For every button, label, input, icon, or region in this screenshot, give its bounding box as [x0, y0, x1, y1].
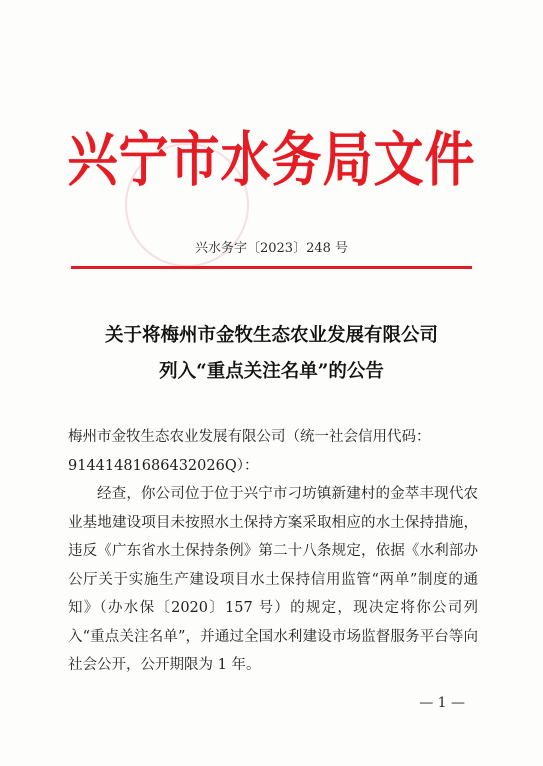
notice-title — [0, 318, 543, 390]
notice-title-line-1: 关于将梅州市金牧生态农业发展有限公司 — [104, 325, 438, 346]
credit-code-line: 91441481686432026Q）： — [68, 457, 259, 474]
document-number: 兴水务字〔2023〕248 号 — [194, 241, 349, 256]
document-header-title: 兴宁市水务局文件 — [67, 124, 476, 194]
notice-body — [68, 423, 478, 680]
addressee-line: 梅州市金牧生态农业发展有限公司（统一社会信用代码： — [68, 429, 431, 445]
notice-title-line-2: 列入“重点关注名单”的公告 — [159, 361, 384, 382]
body-paragraph: 经查，你公司位于位于兴宁市刁坊镇新建村的金萃丰现代农业基地建设项目未按照水土保持方案采取相应的水土保持措施，违反《广东省水土保持条例》第二十八条规定，依据《水利部办公厅关于实施生产建设项目水土保持信用监管“两单”制度的通知》（办水保〔2020〕157 号）的规定，现决定将你公司列入“重点关注名单”，并通过全国水利建设市场监督服务平台等向社会公开，公开期限为 1 年。 — [68, 486, 478, 673]
red-separator-line — [71, 266, 472, 269]
page-number: — 1 — — [419, 695, 465, 711]
